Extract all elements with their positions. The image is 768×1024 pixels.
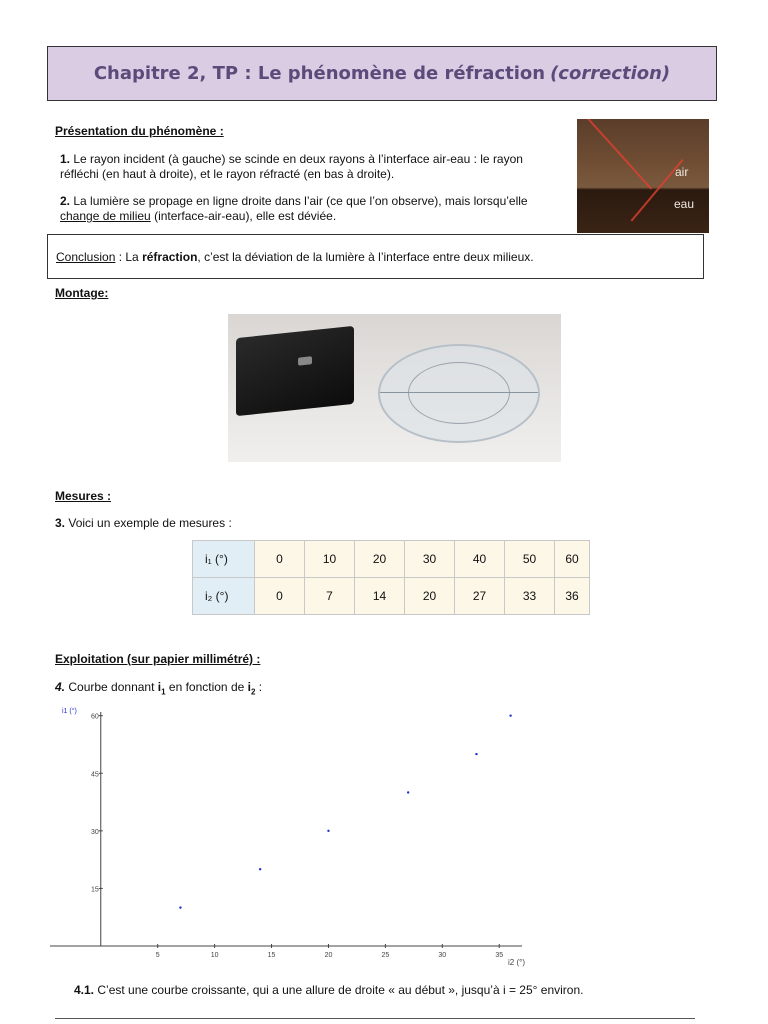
- paragraph-1: [60, 152, 575, 182]
- bottom-divider: [55, 1018, 695, 1019]
- y-tick-label: 15: [90, 886, 99, 894]
- paragraph-4-1: [74, 983, 583, 998]
- data-point: [179, 906, 181, 908]
- table-row: [193, 541, 590, 578]
- x-axis-label: i2 (°): [508, 958, 525, 967]
- protractor-inner: [408, 362, 510, 424]
- photo-label-air: air: [675, 165, 689, 179]
- data-point: [475, 753, 477, 755]
- conclusion-keyword: réfraction: [142, 249, 198, 264]
- title-italic: (correction): [550, 63, 671, 84]
- measurements-table: [192, 540, 590, 615]
- x-tick-label: 5: [155, 952, 160, 959]
- row-label-i1: i₁ (°): [193, 541, 255, 578]
- protractor: [378, 344, 540, 443]
- p4-text-b: en fonction de: [165, 680, 248, 694]
- conclusion-label: Conclusion: [56, 249, 116, 264]
- p2-underline: change de milieu: [60, 209, 151, 223]
- data-point: [327, 830, 329, 832]
- x-tick-label: 20: [324, 952, 333, 959]
- paragraph-4: [55, 680, 262, 699]
- p4-sub1: 1: [161, 687, 166, 697]
- conclusion-box: [47, 234, 704, 279]
- title-main: Chapitre 2, TP : Le phénomène de réfraction: [93, 63, 546, 84]
- y-axis-label: i1 (°): [62, 708, 77, 715]
- p1-line2: réfléchi (en haut à droite), et le rayon réfracté (en bas à droite).: [60, 167, 395, 181]
- page-title: [47, 46, 717, 101]
- table-cell: 0: [255, 541, 305, 578]
- p4-number: 4.: [55, 680, 66, 694]
- presentation-heading: Présentation du phénomène :: [55, 124, 224, 138]
- row-label-i2: i₂ (°): [193, 578, 255, 615]
- data-point: [407, 791, 409, 793]
- incident-beam: [587, 119, 652, 190]
- table-cell: 30: [405, 541, 455, 578]
- x-tick-label: 25: [381, 952, 390, 959]
- y-tick-label: 60: [90, 713, 99, 721]
- paragraph-2: [60, 194, 575, 224]
- p4-text-c: :: [255, 680, 263, 694]
- photo-label-eau: eau: [674, 197, 695, 211]
- x-tick-label: 30: [438, 952, 447, 959]
- y-tick-label: 45: [90, 771, 99, 779]
- protractor-diameter: [380, 392, 538, 393]
- p2-line2: (interface-air-eau), elle est déviée.: [150, 209, 337, 223]
- p4-text-a: Courbe donnant: [65, 680, 158, 694]
- table-cell: 20: [355, 541, 405, 578]
- table-cell: 20: [405, 578, 455, 615]
- table-cell: 27: [455, 578, 505, 615]
- conclusion-rest: , c’est la déviation de la lumière à l’interface entre deux milieux.: [197, 249, 534, 264]
- p41-text: C’est une courbe croissante, qui a une allure de droite « au début », jusqu’à i = 25° environ.: [97, 983, 584, 997]
- p2-number: 2.: [60, 194, 71, 208]
- mesures-heading: Mesures :: [55, 489, 112, 503]
- data-point: [509, 714, 511, 716]
- montage-heading: Montage:: [55, 286, 109, 300]
- x-tick-label: 15: [267, 952, 276, 959]
- p4-sub2: 2: [250, 687, 256, 697]
- y-tick-label: 30: [90, 828, 99, 836]
- p1-number: 1.: [60, 152, 71, 166]
- p4-i2: i: [247, 680, 251, 694]
- p1-line1: Le rayon incident (à gauche) se scinde en deux rayons à l’interface air-eau : le rayon: [73, 152, 523, 166]
- refraction-photo: [577, 119, 709, 233]
- exploitation-heading: Exploitation (sur papier millimétré) :: [55, 652, 261, 666]
- table-cell: 50: [505, 541, 555, 578]
- table-cell: 7: [305, 578, 355, 615]
- montage-photo: [228, 314, 561, 462]
- p3-number: 3.: [55, 516, 66, 530]
- table-row: [193, 578, 590, 615]
- p3-text: Voici un exemple de mesures :: [68, 516, 232, 530]
- p41-number: 4.1.: [74, 983, 95, 997]
- table-cell: 60: [555, 541, 590, 578]
- table-cell: 33: [505, 578, 555, 615]
- table-cell: 10: [305, 541, 355, 578]
- conclusion-sep: : La: [115, 249, 143, 264]
- p2-line1: La lumière se propage en ligne droite dans l’air (ce que l’on observe), mais lorsqu’elle: [73, 194, 528, 208]
- x-tick-label: 35: [495, 952, 504, 959]
- scatter-chart: [50, 700, 540, 975]
- table-cell: 14: [355, 578, 405, 615]
- data-point: [259, 868, 261, 870]
- light-source-box: [236, 326, 354, 416]
- light-source-knob: [298, 356, 312, 365]
- table-cell: 36: [555, 578, 590, 615]
- table-cell: 0: [255, 578, 305, 615]
- paragraph-3: [55, 516, 232, 531]
- x-tick-label: 10: [210, 952, 219, 959]
- table-cell: 40: [455, 541, 505, 578]
- p4-i1: i: [157, 680, 162, 694]
